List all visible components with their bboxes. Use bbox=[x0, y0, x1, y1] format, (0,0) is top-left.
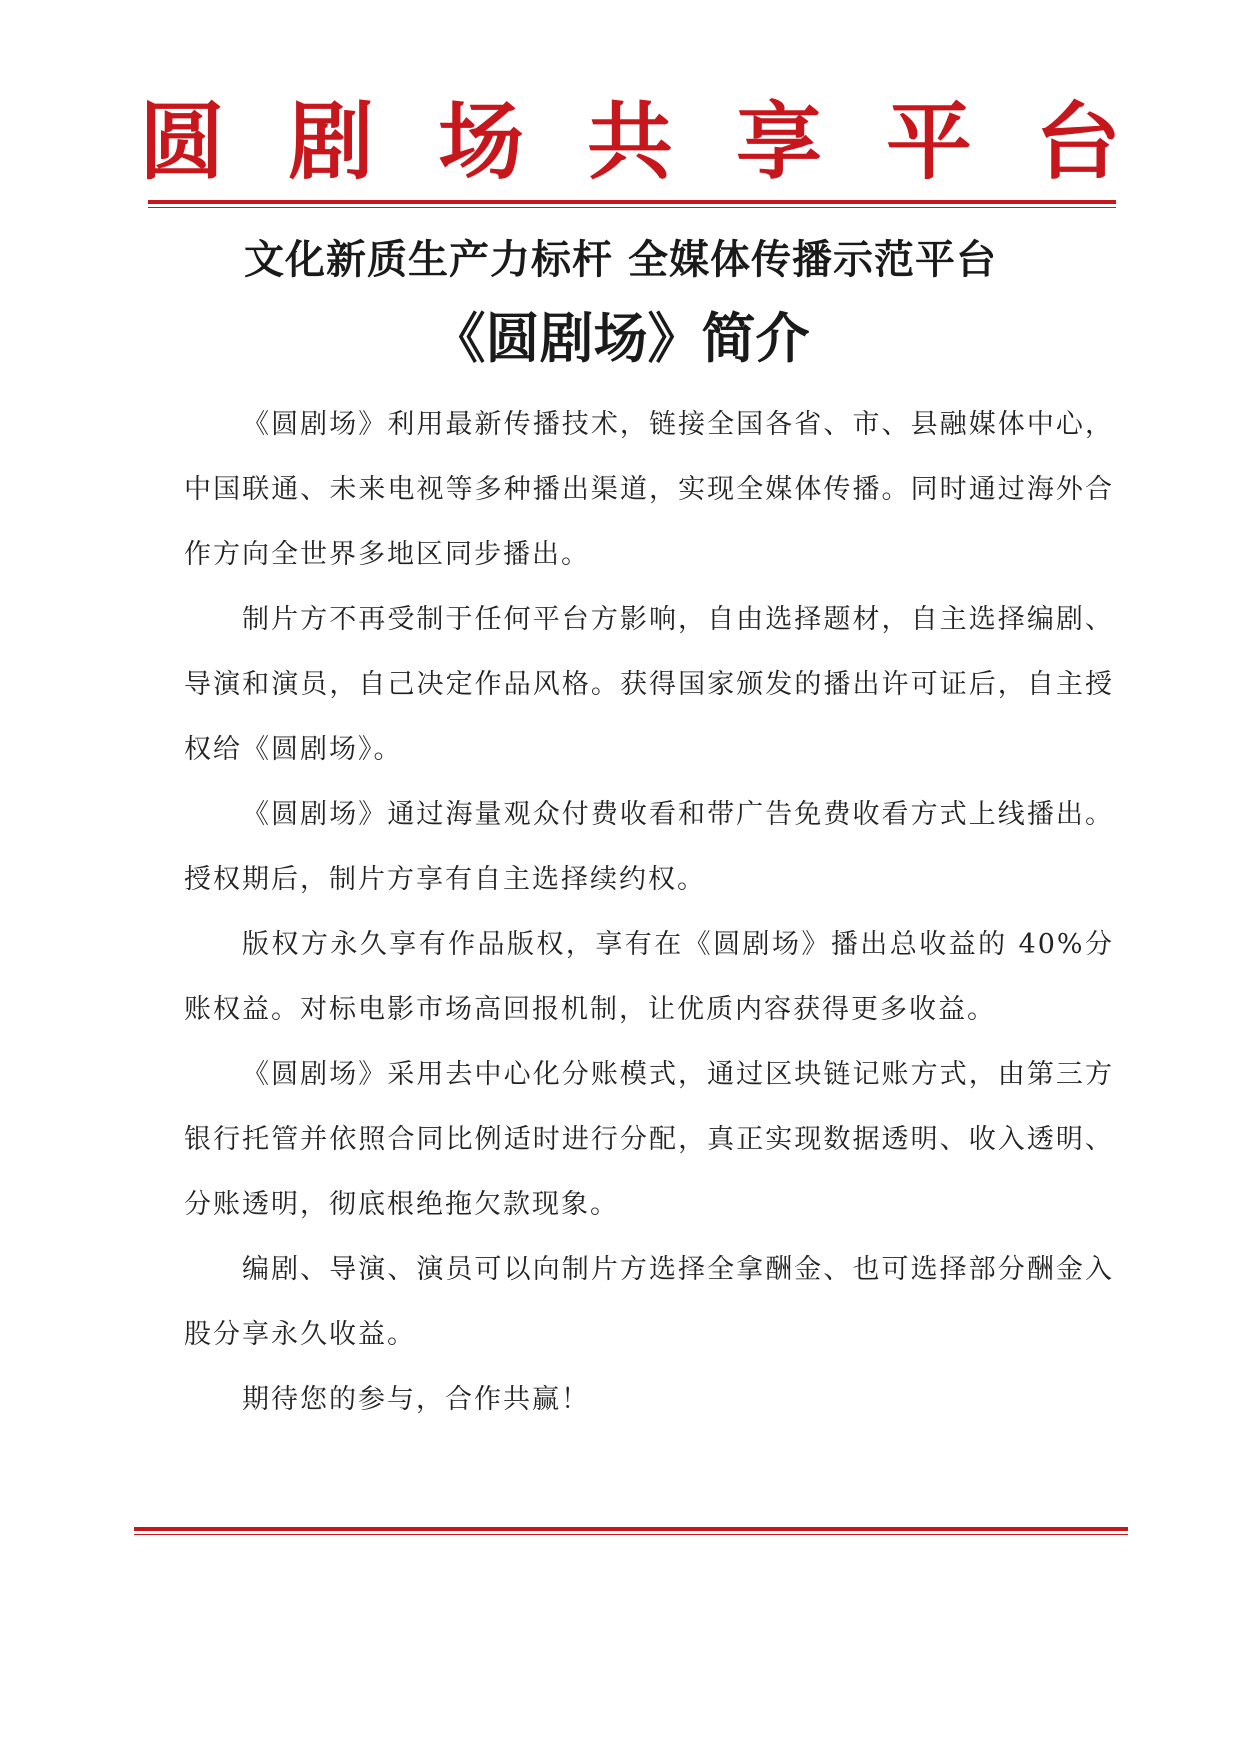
document-title: 《圆剧场》简介 bbox=[431, 306, 810, 370]
bottom-divider bbox=[134, 1527, 1128, 1531]
masthead-char: 共 bbox=[587, 93, 673, 191]
paragraph: 制片方不再受制于任何平台方影响，自由选择题材，自主选择编剧、导演和演员，自己决定作品风格。获得国家颁发的播出许可证后，自主授权给《圆剧场》。 bbox=[184, 604, 1114, 765]
masthead-char: 圆 bbox=[139, 93, 225, 191]
masthead-char: 台 bbox=[1035, 93, 1121, 191]
masthead-char: 享 bbox=[736, 93, 823, 191]
top-divider-thin bbox=[148, 207, 1116, 208]
slogan-heading: 文化新质生产力标杆 全媒体传播示范平台 bbox=[244, 236, 997, 283]
paragraph: 《圆剧场》利用最新传播技术，链接全国各省、市、县融媒体中心，中国联通、未来电视等多种播出渠道，实现全媒体传播。同时通过海外合作方向全世界多地区同步播出。 bbox=[184, 409, 1114, 570]
paragraph: 编剧、导演、演员可以向制片方选择全拿酬金、也可选择部分酬金入股分享永久收益。 bbox=[184, 1254, 1114, 1350]
top-divider bbox=[148, 200, 1116, 204]
paragraph: 期待您的参与，合作共赢！ bbox=[242, 1384, 590, 1415]
body-content bbox=[184, 392, 1114, 1432]
paragraph: 《圆剧场》采用去中心化分账模式，通过区块链记账方式，由第三方银行托管并依照合同比例适时进行分配，真正实现数据透明、收入透明、分账透明，彻底根绝拖欠款现象。 bbox=[184, 1059, 1114, 1220]
masthead-title bbox=[140, 92, 1120, 192]
paragraph: 《圆剧场》通过海量观众付费收看和带广告免费收看方式上线播出。授权期后，制片方享有自主选择续约权。 bbox=[184, 799, 1114, 895]
masthead-char: 平 bbox=[885, 93, 972, 191]
masthead-char: 剧 bbox=[288, 93, 375, 191]
bottom-divider-thin bbox=[134, 1534, 1128, 1535]
paragraph: 版权方永久享有作品版权，享有在《圆剧场》播出总收益的 40%分账权益。对标电影市场高回报机制，让优质内容获得更多收益。 bbox=[184, 929, 1114, 1025]
masthead-char: 场 bbox=[437, 93, 524, 191]
